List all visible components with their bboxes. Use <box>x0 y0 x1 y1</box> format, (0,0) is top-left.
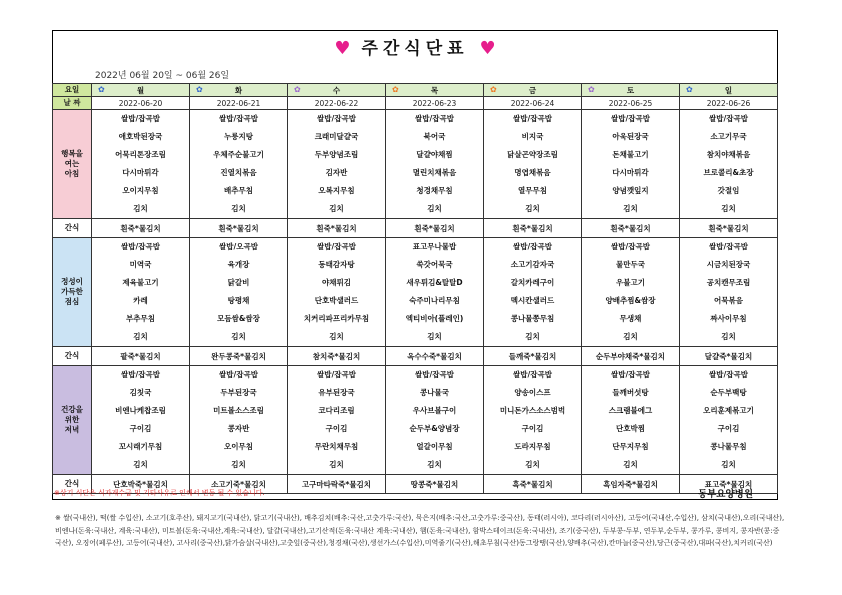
heart-icon: ♥ <box>334 38 351 59</box>
menu-item: 쌀밥/잡곡밥 <box>611 370 650 379</box>
menu-item: 콩나물무침 <box>710 442 747 451</box>
menu-item: 탕평채 <box>227 296 250 305</box>
menu-item: 우불고기 <box>616 278 645 287</box>
day-name-text: 토 <box>626 85 635 95</box>
menu-item: 구이김 <box>521 424 544 433</box>
menu-item: 김치 <box>329 460 344 469</box>
flower-icon: ✿ <box>294 85 301 94</box>
menu-item: 구이김 <box>717 424 740 433</box>
menu-item: 북어국 <box>423 132 446 141</box>
menu-item: 쌀밥/잡곡밥 <box>121 114 160 123</box>
day-name-text: 월 <box>136 85 145 95</box>
menu-item: 오복지무침 <box>318 186 355 195</box>
flower-icon: ✿ <box>686 85 693 94</box>
menu-item: 김치 <box>525 460 540 469</box>
title-text: 주간식단표 <box>361 39 469 59</box>
menu-item: 물만두국 <box>616 260 645 269</box>
day-date-1: 2022-06-21 <box>190 97 288 110</box>
menu-item: 김자반 <box>325 168 348 177</box>
menu-item: 김치 <box>329 204 344 213</box>
menu-item: 스크램블에그 <box>608 406 653 415</box>
menu-item: 순두부&양념장 <box>409 424 460 433</box>
menu-item: 짜사이무침 <box>710 314 747 323</box>
menu-item: 달걀야채찜 <box>416 150 453 159</box>
flower-icon: ✿ <box>196 85 203 94</box>
day-header-row <box>53 84 778 97</box>
menu-item: 양송이스프 <box>514 388 551 397</box>
flower-icon: ✿ <box>588 85 595 94</box>
menu-cell: 순두부야채죽*물김치 <box>582 347 680 366</box>
menu-item: 쌀밥/잡곡밥 <box>317 242 356 251</box>
menu-cell: 표고죽*물김치 <box>680 475 778 494</box>
menu-item: 미트볼소스조림 <box>213 406 264 415</box>
flower-icon: ✿ <box>392 85 399 94</box>
menu-item: 돈채불고기 <box>612 150 649 159</box>
menu-item: 공치캔무조림 <box>706 278 751 287</box>
day-name-text: 일 <box>724 85 733 95</box>
menu-item: 김치 <box>721 204 736 213</box>
meal-row-snack1 <box>53 219 778 238</box>
day-name-4 <box>484 84 582 97</box>
meal-label-lunch: 정성이 가득한 점심 <box>53 238 92 347</box>
menu-cell: 흰죽*물김치 <box>190 219 288 238</box>
menu-item: 오리훈제볶고기 <box>703 406 754 415</box>
menu-item: 명엽채볶음 <box>514 168 551 177</box>
day-date-3: 2022-06-23 <box>386 97 484 110</box>
menu-item: 오이무침 <box>224 442 253 451</box>
menu-item: 열무무침 <box>518 186 547 195</box>
day-name-text: 화 <box>234 85 243 95</box>
day-date-0: 2022-06-20 <box>92 97 190 110</box>
day-name-2 <box>288 84 386 97</box>
menu-item: 김치 <box>231 332 246 341</box>
menu-item: 콩나물쫑무침 <box>510 314 555 323</box>
menu-cell: 완두콩죽*물김치 <box>190 347 288 366</box>
menu-item: 구이김 <box>325 424 348 433</box>
menu-item: 쌀밥/잡곡밥 <box>709 242 748 251</box>
menu-cell: 들깨죽*물김치 <box>484 347 582 366</box>
menu-item: 야채튀김 <box>322 278 351 287</box>
menu-cell <box>92 110 190 219</box>
day-name-text: 수 <box>332 85 341 95</box>
menu-item: 양념깻잎지 <box>612 186 649 195</box>
menu-cell <box>190 110 288 219</box>
menu-item: 미역국 <box>129 260 152 269</box>
date-header-row <box>53 97 778 110</box>
menu-item: 도라지무침 <box>514 442 551 451</box>
menu-cell: 팥죽*물김치 <box>92 347 190 366</box>
menu-item: 부추무침 <box>126 314 155 323</box>
menu-item: 김칫국 <box>129 388 152 397</box>
menu-item: 오이지무침 <box>122 186 159 195</box>
menu-item: 누룽지탕 <box>224 132 253 141</box>
menu-item: 쌀밥/잡곡밥 <box>219 114 258 123</box>
page-title <box>53 31 777 67</box>
menu-item: 얼갈이무침 <box>416 442 453 451</box>
menu-item: 쌀밥/잡곡밥 <box>317 114 356 123</box>
menu-item: 시금치된장국 <box>706 260 751 269</box>
menu-item: 쌀밥/오곡밥 <box>219 242 258 251</box>
menu-item: 김치 <box>133 460 148 469</box>
menu-item: 소고기감자국 <box>510 260 555 269</box>
menu-item: 표고무나물밥 <box>412 242 457 251</box>
menu-cell <box>92 366 190 475</box>
day-name-3 <box>386 84 484 97</box>
menu-cell <box>680 366 778 475</box>
menu-item: 치커리파프리카무침 <box>303 314 370 323</box>
menu-item: 아욱된장국 <box>612 132 649 141</box>
menu-item: 김치 <box>329 332 344 341</box>
menu-item: 어묵리톤장조림 <box>115 150 166 159</box>
meal-label-snack3: 간식 <box>53 475 92 494</box>
menu-item: 비지국 <box>521 132 544 141</box>
menu-item: 김치 <box>427 460 442 469</box>
menu-item: 쌀밥/잡곡밥 <box>415 370 454 379</box>
day-date-4: 2022-06-24 <box>484 97 582 110</box>
menu-item: 무생채 <box>619 314 642 323</box>
menu-item: 김치 <box>525 204 540 213</box>
menu-cell <box>190 366 288 475</box>
day-label: 요일 <box>53 84 92 97</box>
menu-item: 카레 <box>133 296 148 305</box>
menu-cell <box>386 110 484 219</box>
menu-cell: 흰죽*물김치 <box>582 219 680 238</box>
menu-cell <box>386 366 484 475</box>
date-range: 2022년 06월 20일 ~ 06월 26일 <box>95 71 230 81</box>
menu-item: 쌀밥/잡곡밥 <box>709 114 748 123</box>
menu-item: 콩자반 <box>227 424 250 433</box>
menu-item: 다시마튀각 <box>122 168 159 177</box>
menu-cell <box>582 238 680 347</box>
menu-cell: 단호박죽*물김치 <box>92 475 190 494</box>
menu-item: 브로콜리&초장 <box>703 168 754 177</box>
menu-item: 닭갈비 <box>227 278 250 287</box>
meal-label-snack2: 간식 <box>53 347 92 366</box>
menu-item: 김치 <box>721 460 736 469</box>
menu-cell <box>92 238 190 347</box>
day-name-1 <box>190 84 288 97</box>
meal-row-dinner <box>53 366 778 475</box>
menu-item: 쌀밥/잡곡밥 <box>709 370 748 379</box>
menu-item: 김치 <box>133 332 148 341</box>
heart-icon: ♥ <box>479 38 496 59</box>
menu-item: 쌀밥/잡곡밥 <box>219 370 258 379</box>
menu-item: 갓절임 <box>717 186 740 195</box>
menu-item: 쌀밥/잡곡밥 <box>121 242 160 251</box>
menu-item: 쌀밥/잡곡밥 <box>121 370 160 379</box>
hospital-name: 동부요양병원 <box>697 489 753 500</box>
menu-item: 들깨버섯탕 <box>612 388 649 397</box>
menu-item: 단무지무침 <box>612 442 649 451</box>
menu-cell <box>288 238 386 347</box>
menu-item: 김치 <box>525 332 540 341</box>
menu-item: 배추무침 <box>224 186 253 195</box>
menu-item: 코다리조림 <box>318 406 355 415</box>
menu-cell <box>582 366 680 475</box>
menu-item: 쌀밥/잡곡밥 <box>513 242 552 251</box>
menu-item: 김치 <box>427 204 442 213</box>
menu-item: 청경채무침 <box>416 186 453 195</box>
flower-icon: ✿ <box>98 85 105 94</box>
menu-cell: 땅콩죽*물김치 <box>386 475 484 494</box>
menu-sheet <box>52 30 778 500</box>
menu-cell <box>288 110 386 219</box>
menu-item: 미니돈가스소스범벅 <box>499 406 566 415</box>
meal-row-lunch <box>53 238 778 347</box>
menu-table <box>52 83 778 494</box>
change-notice: ※상기 식단은 식자재수급 및 기타사유로 인해서 변동 될 수 있습니다. <box>54 489 265 497</box>
menu-item: 제육불고기 <box>122 278 159 287</box>
menu-item: 쌀밥/잡곡밥 <box>513 370 552 379</box>
meal-label-breakfast: 행복을 여는 아침 <box>53 110 92 219</box>
day-date-2: 2022-06-22 <box>288 97 386 110</box>
menu-item: 참치야채볶음 <box>706 150 751 159</box>
menu-item: 꼬시래기무침 <box>118 442 163 451</box>
menu-cell <box>484 238 582 347</box>
menu-item: 애호박된장국 <box>118 132 163 141</box>
menu-cell: 달걀죽*물김치 <box>680 347 778 366</box>
menu-item: 김치 <box>231 460 246 469</box>
menu-cell: 흑임자죽*물김치 <box>582 475 680 494</box>
menu-cell <box>386 238 484 347</box>
menu-cell: 소고기죽*물김치 <box>190 475 288 494</box>
menu-item: 무란치채무침 <box>314 442 359 451</box>
meal-label-dinner: 건강을 위한 저녁 <box>53 366 92 475</box>
menu-item: 동태감자탕 <box>318 260 355 269</box>
menu-item: 쌀밥/잡곡밥 <box>611 242 650 251</box>
menu-item: 쌀밥/잡곡밥 <box>611 114 650 123</box>
menu-item: 두부양념조림 <box>314 150 359 159</box>
menu-item: 새우튀김&탈탈D <box>406 278 463 287</box>
menu-item: 크래미달걀국 <box>314 132 359 141</box>
menu-cell <box>582 110 680 219</box>
menu-item: 김치 <box>623 332 638 341</box>
menu-item: 김치 <box>133 204 148 213</box>
menu-item: 두부된장국 <box>220 388 257 397</box>
menu-item: 숙주미나리무침 <box>409 296 460 305</box>
day-name-5 <box>582 84 680 97</box>
menu-cell <box>190 238 288 347</box>
day-name-text: 목 <box>430 85 439 95</box>
menu-item: 닭살곤약장조림 <box>507 150 558 159</box>
menu-cell: 참치죽*물김치 <box>288 347 386 366</box>
menu-cell: 고구마타락죽*물김치 <box>288 475 386 494</box>
day-name-0 <box>92 84 190 97</box>
menu-item: 쌀밥/잡곡밥 <box>415 114 454 123</box>
menu-item: 김치 <box>721 332 736 341</box>
menu-item: 유부된장국 <box>318 388 355 397</box>
menu-item: 김치 <box>427 332 442 341</box>
menu-cell <box>484 366 582 475</box>
menu-cell <box>288 366 386 475</box>
menu-item: 멕시칸샐러드 <box>510 296 555 305</box>
menu-item: 김치 <box>623 204 638 213</box>
date-label: 날 짜 <box>53 97 92 110</box>
menu-item: 갈치카레구이 <box>510 278 555 287</box>
meal-row-snack2 <box>53 347 778 366</box>
day-date-6: 2022-06-26 <box>680 97 778 110</box>
menu-cell: 흰죽*물김치 <box>92 219 190 238</box>
menu-item: 비엔나케찹조림 <box>115 406 166 415</box>
menu-item: 쌀밥/잡곡밥 <box>317 370 356 379</box>
menu-item: 우사브볼구이 <box>412 406 457 415</box>
menu-item: 양배추찜&쌈장 <box>605 296 656 305</box>
day-date-5: 2022-06-25 <box>582 97 680 110</box>
menu-item: 다시마튀각 <box>612 168 649 177</box>
menu-cell: 흑죽*물김치 <box>484 475 582 494</box>
meal-row-breakfast <box>53 110 778 219</box>
menu-item: 모듬쌈&쌈장 <box>217 314 260 323</box>
menu-cell: 흰죽*물김치 <box>288 219 386 238</box>
menu-item: 콩나물국 <box>420 388 449 397</box>
menu-item: 진열치볶음 <box>220 168 257 177</box>
menu-item: 단호박찜 <box>616 424 645 433</box>
menu-cell: 흰죽*물김치 <box>484 219 582 238</box>
day-name-6 <box>680 84 778 97</box>
day-name-text: 금 <box>528 85 537 95</box>
menu-cell: 흰죽*물김치 <box>680 219 778 238</box>
menu-cell: 흰죽*물김치 <box>386 219 484 238</box>
menu-item: 멸린치채볶음 <box>412 168 457 177</box>
menu-item: 어묵볶음 <box>714 296 743 305</box>
menu-item: 구이김 <box>129 424 152 433</box>
menu-item: 소고기무국 <box>710 132 747 141</box>
menu-item: 엑티비아(플레인) <box>405 314 464 323</box>
menu-cell: 옥수수죽*물김치 <box>386 347 484 366</box>
menu-item: 순두부백탕 <box>710 388 747 397</box>
menu-item: 우체주순불고기 <box>213 150 264 159</box>
flower-icon: ✿ <box>490 85 497 94</box>
meal-label-snack1: 간식 <box>53 219 92 238</box>
menu-item: 육개장 <box>227 260 250 269</box>
menu-item: 쑥갓어묵국 <box>416 260 453 269</box>
menu-cell <box>484 110 582 219</box>
menu-item: 김치 <box>231 204 246 213</box>
menu-cell <box>680 110 778 219</box>
menu-item: 김치 <box>623 460 638 469</box>
origin-footnote: ※ 쌀(국내산), 떡(쌀 수입산), 소고기(호주산), 돼지고기(국내산), 닭고기(국내산), 배추김치(배추:국산,고춧가루:국산), 묵은지(배추:국산,고춧가루:중국산), 동태(러시아), 코다리(러시아산), 고등어(국내산,수입산), 삼치(국내산),오리(국내산),비엔나(돈육:국내산, 계육:국내산), 미트볼(돈육:국내산,계육:국내산), 달걀(국내산),고기산적(돈육:국내산 계육:국내산), 햄(돈육:국내산), 함박스테이크(돈육:국내산), 조기(중국산), 두부콩-두부, 연두부,순두부, 콩가루, 콩비지, 콩자반(콩:중국산), 오징어(페루산), 고등어(국내산), 고사리(중국산),닭가슴살(국내산),고춧잎(중국산),청경채(국산),생선가스(수입산),미역줄기(국산),해초무침(국산)동그랑땡(국산),양배추(국산),칸마늘(중국산),당근(중국산),대파(국산),치커리(국산) <box>55 514 785 547</box>
menu-item: 쌀밥/잡곡밥 <box>513 114 552 123</box>
menu-item: 단호박샐러드 <box>314 296 359 305</box>
menu-cell <box>680 238 778 347</box>
